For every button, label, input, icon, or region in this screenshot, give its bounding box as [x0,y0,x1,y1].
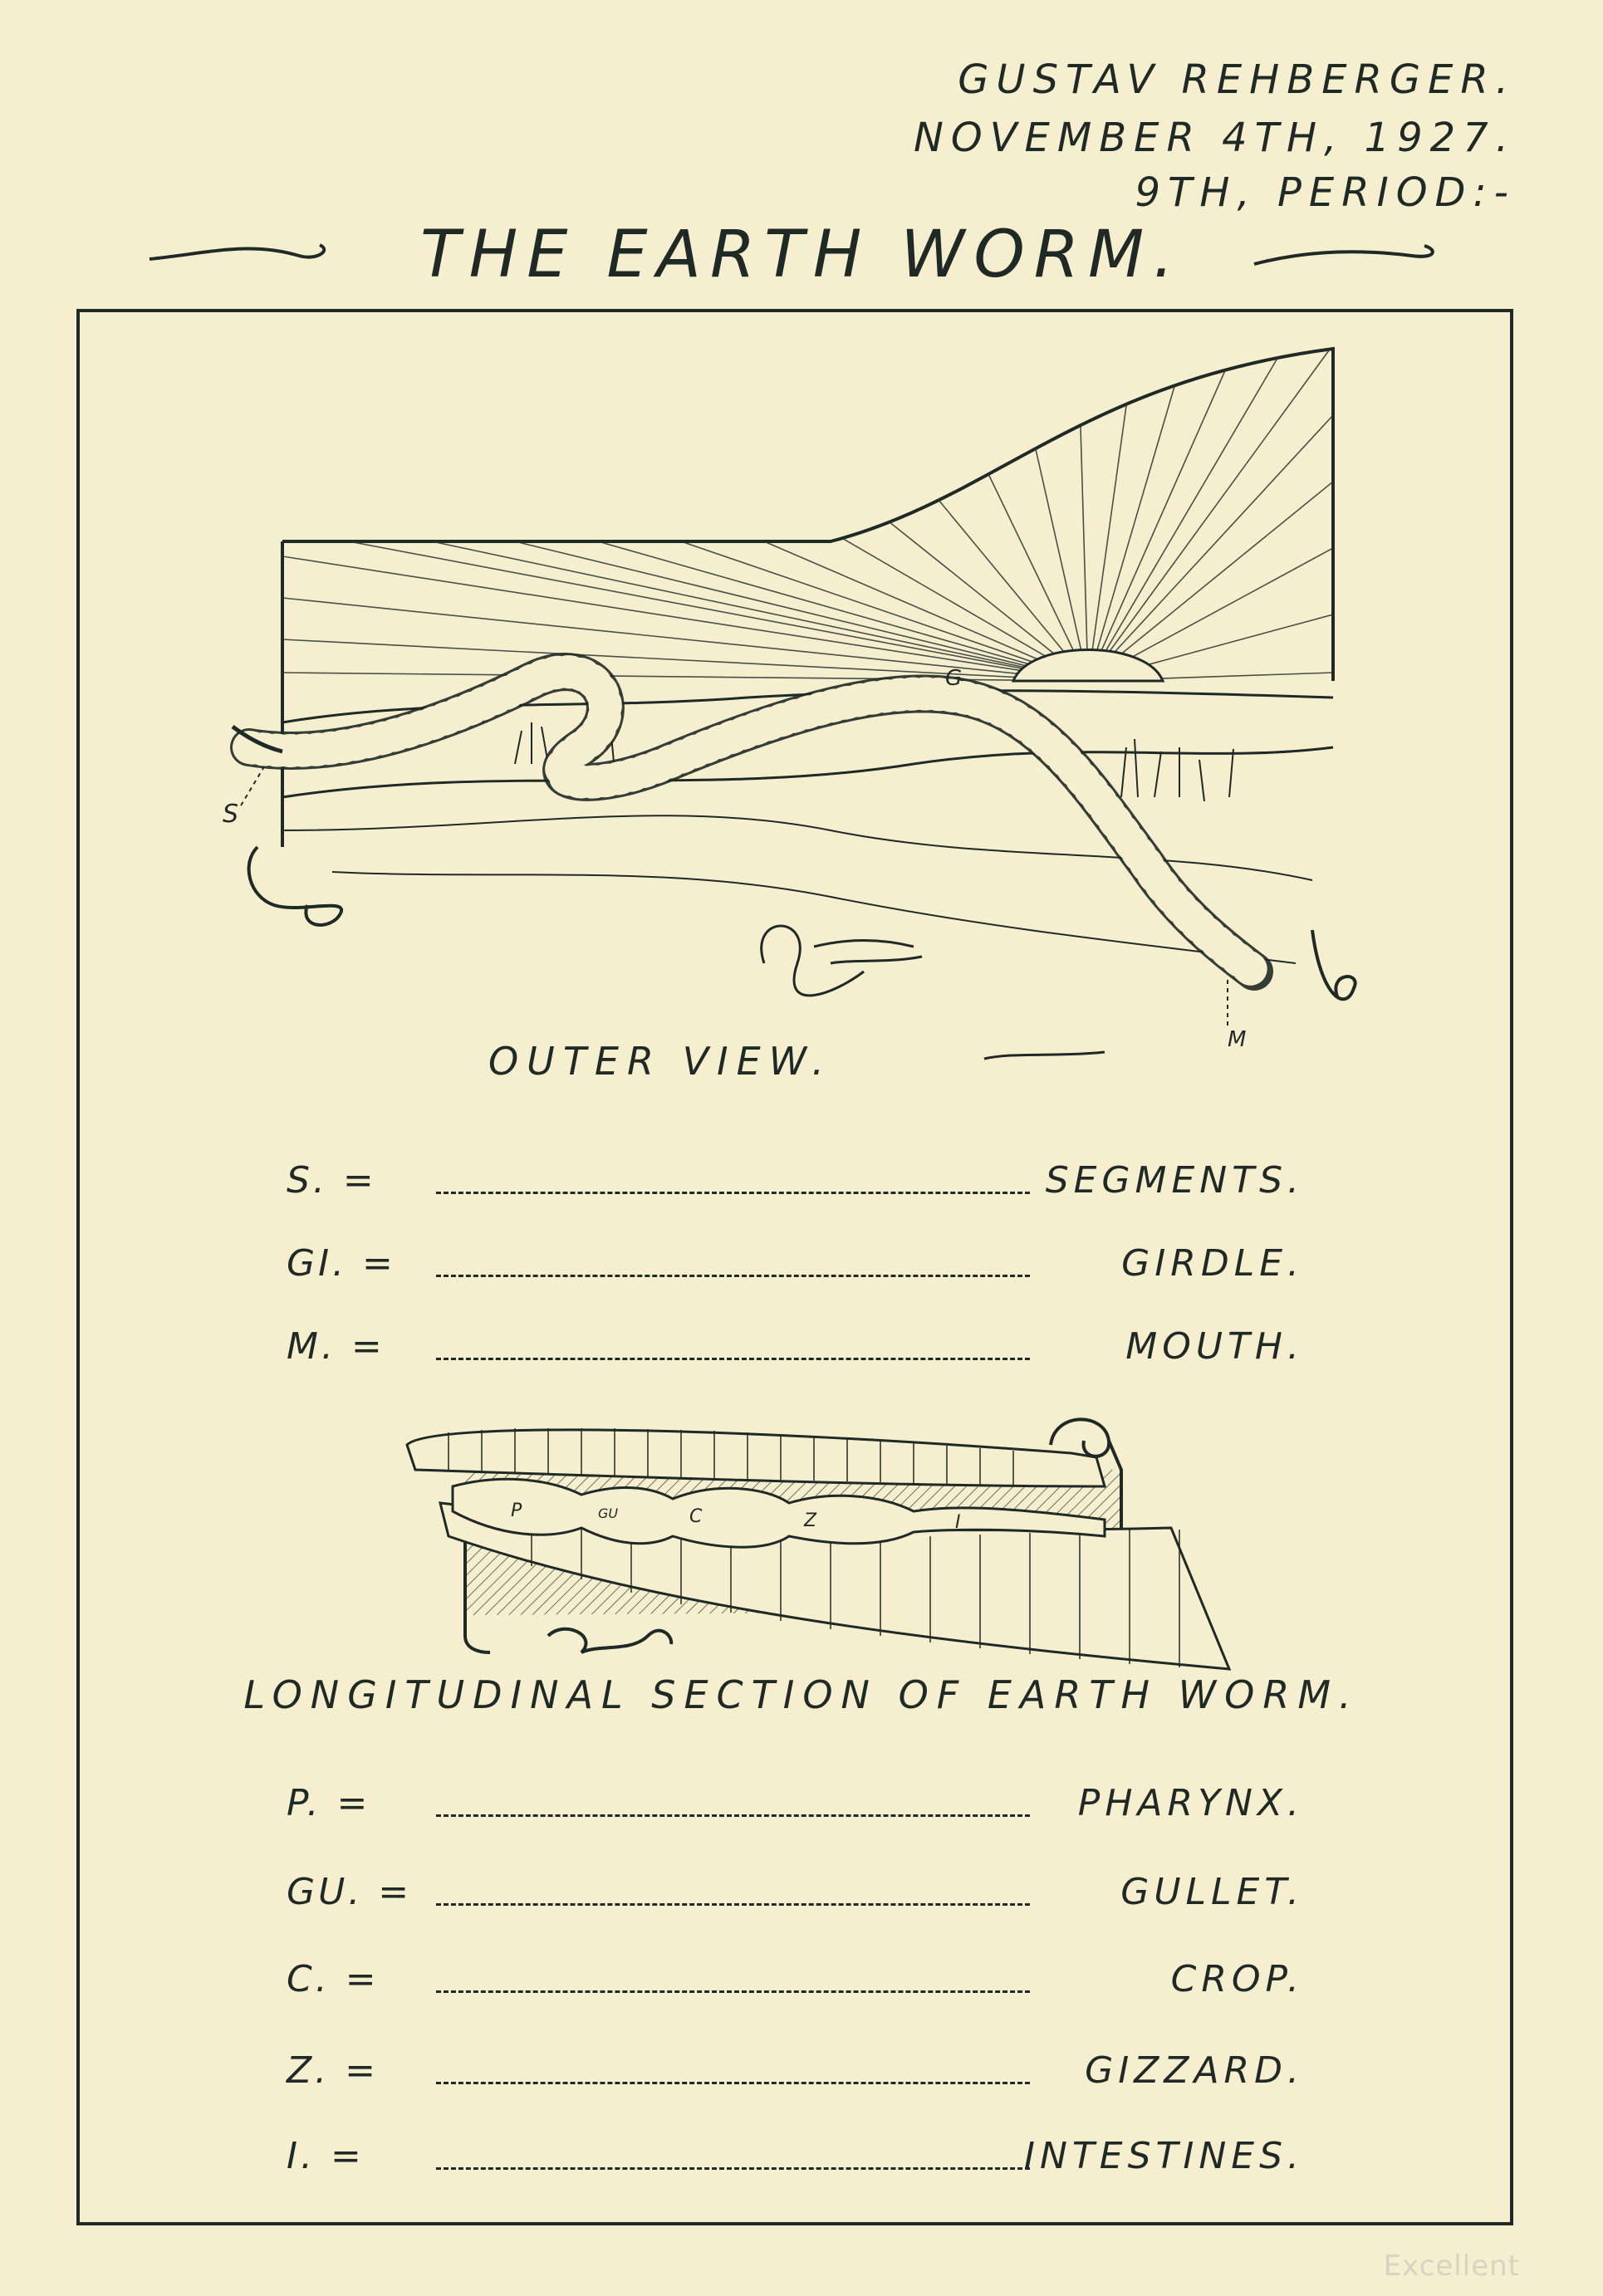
label-term: INTESTINES. [1024,2135,1304,2177]
label-abbr: GU. = [287,1871,413,1913]
page-title: THE EARTH WORM. [419,218,1184,292]
marker-mouth: M [1228,1027,1247,1052]
fill-line [436,1275,1030,1277]
grade-watermark: Excellent [1383,2249,1520,2283]
fill-line [436,1192,1030,1194]
section-caption: LONGITUDINAL SECTION OF EARTH WORM. [243,1672,1360,1717]
artist-signature [762,926,922,996]
label-abbr: I. = [287,2135,365,2177]
section-label-c: C [689,1506,703,1527]
label-row-crop [287,1953,1304,2003]
outer-view-illustration [0,332,1603,1084]
fill-line [436,1358,1030,1360]
label-term: GIRDLE. [1121,1242,1304,1285]
fill-line [436,1814,1030,1817]
label-abbr: GI. = [287,1242,396,1285]
label-abbr: P. = [287,1782,371,1824]
label-abbr: M. = [287,1325,385,1368]
label-row-mouth [287,1320,1304,1370]
label-term: CROP. [1170,1958,1304,2000]
label-abbr: Z. = [287,2049,379,2092]
marker-girdle: G [945,666,963,691]
label-term: GIZZARD. [1085,2049,1304,2092]
fill-line [436,2082,1030,2084]
label-row-girdle [287,1237,1304,1287]
label-term: MOUTH. [1125,1325,1304,1368]
document-date: NOVEMBER 4TH, 1927. [913,115,1516,161]
label-term: GULLET. [1120,1871,1304,1913]
section-label-z: Z [804,1510,817,1531]
section-illustration [0,1395,1603,1677]
fill-line [436,1903,1030,1906]
fill-line [436,2167,1030,2170]
fill-line [436,1990,1030,1993]
label-row-pharynx [287,1777,1304,1827]
label-term: PHARYNX. [1077,1782,1304,1824]
outer-view-caption: OUTER VIEW. [488,1039,833,1084]
label-term: SEGMENTS. [1045,1159,1304,1202]
class-period: 9TH, PERIOD:- [1135,169,1516,216]
author-name: GUSTAV REHBERGER. [958,56,1516,103]
label-row-gizzard [287,2044,1304,2094]
section-label-p: P [511,1500,522,1521]
label-abbr: C. = [287,1958,380,2000]
section-label-i: I [955,1512,961,1533]
section-label-gu: GU [598,1505,619,1521]
marker-segments: S [223,800,239,829]
label-row-gullet [287,1866,1304,1916]
label-abbr: S. = [287,1159,377,1202]
outer-view-flourish [980,1042,1113,1075]
label-row-intestines [287,2130,1304,2180]
label-row-segments [287,1154,1304,1204]
